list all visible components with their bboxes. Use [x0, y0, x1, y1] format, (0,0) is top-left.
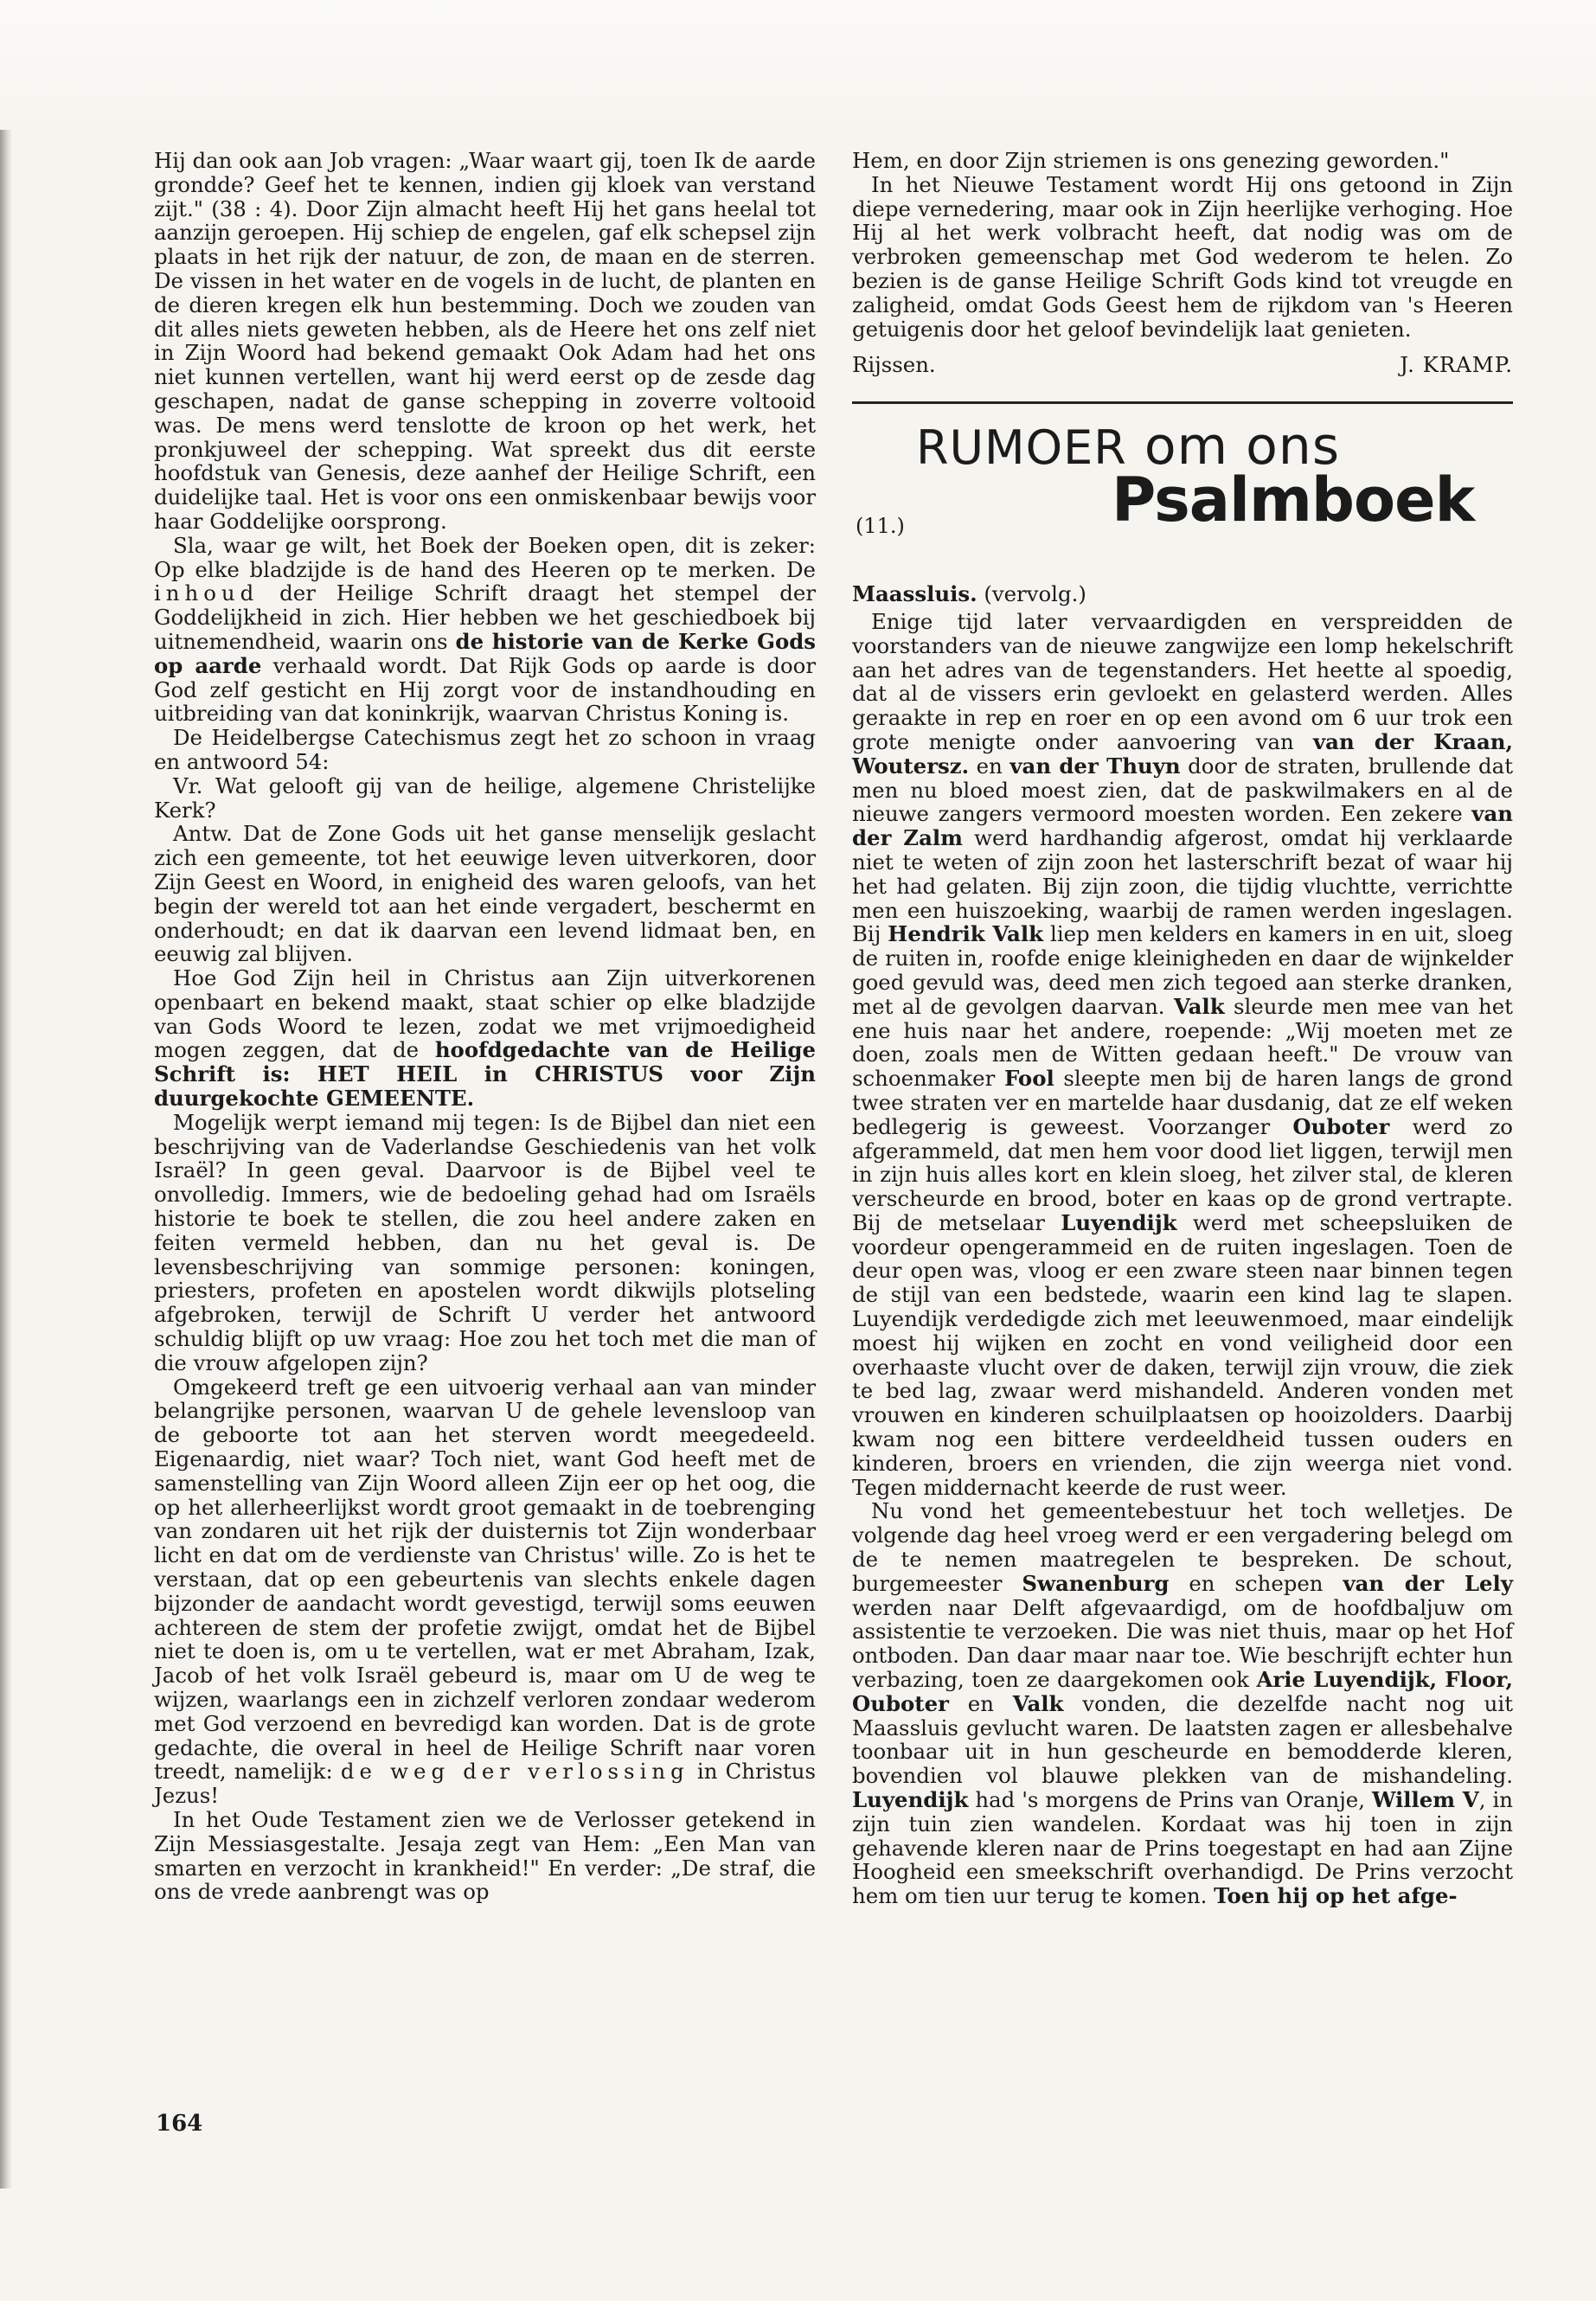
section-divider	[852, 401, 1513, 404]
paragraph	[154, 149, 816, 534]
bold-text: Luyendijk	[852, 1787, 969, 1813]
signature-author: J. KRAMP.	[1400, 352, 1513, 378]
bold-text: hoofdgedachte van de Heilige Schrift is: HET HEIL in CHRISTUS voor Zijn duurgekochte GEMEENTE.	[154, 1037, 816, 1112]
paragraph	[852, 1499, 1513, 1908]
text-run: had 's morgens de Prins van Oranje,	[968, 1787, 1372, 1813]
page-number: 164	[156, 2111, 203, 2137]
bold-text: Fool	[1003, 1066, 1054, 1092]
text-run: De Heidelbergse Catechismus zegt het zo schoon in vraag en antwoord 54:	[154, 725, 816, 774]
bold-text: Toen hij op het afge-	[1214, 1883, 1458, 1909]
text-run: Hem, en door Zijn striemen is ons genezing geworden."	[852, 148, 1450, 173]
paragraph	[154, 774, 816, 823]
bold-text: de historie van de Kerke Gods op aarde	[154, 628, 816, 678]
heading-words-om-ons: om ons	[1126, 416, 1341, 478]
text-run: Hij dan ook aan Job vragen: „Waar waart gij, toen Ik de aarde grondde? Geef het te kennen, indien gij kloek van verstand zijt." (38 : 4). Door Zijn almacht heeft Hij het gans heelal tot aanzijn geroepen. Hij schiep de engelen, gaf elk schepsel zijn plaats in het rijk der natuur, de zon, de maan en de sterren. De vissen in het water en de vogels in de lucht, de planten en de dieren kregen elk hun bestemming. Doch we zouden van dit alles niets geweten hebben, als de Heere het ons zelf niet in Zijn Woord had bekend gemaakt Ook Adam had het ons niet kunnen vertellen, want hij werd eerst op de zesde dag geschapen, nadat de ganse schepping in zoverre voltooid was. De mens werd tenslotte de kroon op het werk, het pronkjuweel der schepping. Wat spreekt dus dit eerste hoofdstuk van Genesis, deze aanhef der Heilige Schrift, een duidelijke taal. Het is voor ons een onmiskenbaar bewijs voor haar Goddelijke oorsprong.	[154, 148, 816, 534]
bold-text: van der Lely	[1343, 1570, 1513, 1596]
signature-line	[852, 353, 1513, 377]
text-run: Enige tijd later vervaardigden en verspreidden de voorstanders van de nieuwe zangwijze een lomp hekelschrift aan het adres van de tegenstanders. Het heette al spoedig, dat al de vissers erin gevloekt en gelasterd werden. Alles geraakte in rep en roer en op een avond om 6 uur trok een grote menigte onder aanvoering van	[852, 608, 1513, 754]
paragraph	[154, 726, 816, 774]
bold-text: Luyendijk	[1061, 1209, 1177, 1235]
text-run: Mogelijk werpt iemand mij tegen: Is de Bijbel dan niet een beschrijving van de Vaderlandse Geschiedenis van het volk Israël? In geen geval. Daarvoor is de Bijbel veel te onvolledig. Immers, wie de bedoeling gehad had om Israëls historie te boek te stellen, die zou heel andere zaken en feiten vermeld hebben, dan nu het geval is. De levensbeschrijving van sommige personen: koningen, priesters, profeten en apostelen wordt dikwijls plotseling afgebroken, terwijl de Schrift U verder het antwoord schuldig blijft op uw vraag: Hoe zou het toch met die man of die vrouw afgelopen zijn?	[154, 1109, 816, 1375]
text-run: liep men kelders en kamers in en uit, sloeg de ruiten in, roofde enige kleinigheden en daar de wijnkelder goed gevuld was, deed men zich tegoed aan sterke dranken, met al de gevolgen daarvan.	[852, 921, 1514, 1019]
text-run: verhaald wordt. Dat Rijk Gods op aarde is door God zelf gesticht en Hij zorgt voor de instandhouding en uitbreiding van dat koninkrijk, waarvan Christus Koning is.	[154, 652, 816, 727]
article-number: (11.)	[856, 514, 905, 539]
article-body	[852, 610, 1513, 1908]
paragraph	[852, 610, 1513, 1499]
text-run: en	[969, 753, 1010, 779]
heading-word-rumoer: RUMOER	[916, 420, 1127, 476]
paragraph	[154, 1375, 816, 1808]
text-run: werd zo afgerammeld, dat men hem voor dood liet liggen, terwijl men in zijn huis alles kort en klein sloeg, het zilver stal, de kleren verscheurde en brood, boter en kaas op de grond vertrapte. Bij de metselaar	[852, 1113, 1513, 1235]
bold-text: Ouboter	[1292, 1113, 1390, 1139]
text-run: sleepte men bij de haren langs de grond twee straten ver en martelde haar dusdanig, dat ze elf weken bedlegerig is geweest. Voorzanger	[852, 1066, 1513, 1139]
text-run: In het Oude Testament zien we de Verlosser getekend in Zijn Messiasgestalte. Jesaja zegt van Hem: „Een Man van smarten en verzocht in krankheid!" En verder: „De straf, die ons de vrede aanbrengt was op	[154, 1806, 816, 1905]
bold-text: van der Zalm	[852, 801, 1513, 851]
bold-text: Swanenburg	[1022, 1570, 1170, 1596]
paragraph	[852, 149, 1513, 173]
paragraph	[154, 1111, 816, 1375]
text-run: Sla, waar ge wilt, het Boek der Boeken open, dit is zeker: Op elke bladzijde is de hand des Heeren op te merken. De	[154, 532, 816, 582]
text-run: Antw. Dat de Zone Gods uit het ganse menselijk geslacht zich een gemeente, tot het eeuwige leven uitverkoren, door Zijn Geest en Woord, in enigheid des waren geloofs, van het begin der wereld tot aan het einde vergadert, beschermt en onderhoudt; en dat ik daarvan een levend lidmaat ben, en eeuwig zal blijven.	[154, 821, 816, 967]
heading-line-1	[916, 416, 1341, 478]
bold-text: Hendrik Valk	[888, 921, 1044, 947]
paragraph	[154, 966, 816, 1111]
text-run: werden naar Delft afgevaardigd, om de hoofdbaljuw om assistentie te verzoeken. Die was niet thuis, maar op het Hof ontboden. Dan daar maar naar toe. Wie beschrijft echter hun verbazing, toen ze daargekomen ook	[852, 1594, 1513, 1693]
bold-text: Valk	[1012, 1690, 1064, 1716]
text-run: Nu vond het gemeentebestuur het toch welletjes. De volgende dag heel vroeg werd er een vergadering belegd om de te nemen maatregelen te bespreken. De schout, burgemeester	[852, 1498, 1513, 1596]
bold-text: Valk	[1173, 993, 1225, 1019]
text-run: door de straten, brullende dat men nu bloed moest zien, dat de paskwilmakers en al de nieuwe zangers vermoord moesten worden. Een zekere	[852, 753, 1513, 827]
text-run: in Christus Jezus!	[154, 1759, 816, 1809]
text-run: vonden, die dezelfde nacht nog uit Maassluis gevlucht waren. De laatsten zagen er allesbehalve toonbaar uit in hun gescheurde en bemodderde kleren, bovendien vol blauwe plekken van de mishandeling.	[852, 1690, 1513, 1789]
bold-text: van der Kraan, Woutersz.	[852, 728, 1514, 779]
text-run: Hoe God Zijn heil in Christus aan Zijn uitverkorenen openbaart en bekend maakt, staat schier op elke bladzijde van Gods Woord te lezen, zodat we met vrijmoedigheid mogen zeggen, dat de	[154, 965, 816, 1063]
heading-line-2: Psalmboek	[1112, 465, 1475, 536]
left-column	[154, 149, 816, 1904]
dateline-note: (vervolg.)	[977, 581, 1086, 607]
spaced-emphasis-text: de weg der verlossing	[340, 1759, 689, 1785]
text-run: werd met scheepsluiken de voordeur opengerammeid en de ruiten ingeslagen. Toen de deur open was, vloog er een zware steen naar binnen tegen de stijl van een bedstede, waarin een kind lag te slapen. Luyendijk verdedigde zich met leeuwenmoed, maar eindelijk moest hij wijken en zocht en vond veiligheid door een overhaaste vlucht over de daken, terwijl zijn vrouw, die ziek te bed lag, zwaar werd mishandeld. Anderen vonden met vrouwen en kinderen schuilplaatsen op hooizolders. Daarbij kwam nog een bittere verdeeldheid tussen ouders en kinderen, broers en vrienden, die zijn weerga niet vond. Tegen middernacht keerde de rust weer.	[852, 1209, 1513, 1500]
text-run: In het Nieuwe Testament wordt Hij ons getoond in Zijn diepe vernedering, maar ook in Zijn heerlijke verhoging. Hoe Hij al het werk volbracht heeft, dat nodig was om de verbroken gemeenschap met God wederom te helen. Zo bezien is de ganse Heilige Schrift Gods kind tot vreugde en zaligheid, omdat Gods Geest hem de rijkdom van 's Heeren getuigenis door het geloof bevindelijk laat genieten.	[852, 171, 1513, 342]
bold-text: Arie Luyendijk, Floor, Ouboter	[852, 1667, 1513, 1716]
dateline	[852, 582, 1513, 606]
spaced-emphasis-text: inhoud	[154, 580, 260, 606]
text-run: Vr. Wat gelooft gij van de heilige, algemene Christelijke Kerk?	[154, 772, 816, 823]
paragraph	[852, 173, 1513, 342]
bold-text: van der Thuyn	[1010, 753, 1181, 779]
text-run: der Heilige Schrift draagt het stempel der Goddelijkheid in zich. Hier hebben we het geschiedboek bij uitnemendheid, waarin ons	[154, 580, 816, 654]
previous-article-ending	[852, 149, 1513, 341]
bold-text: Willem V	[1371, 1787, 1479, 1813]
dateline-place: Maassluis.	[852, 581, 977, 607]
text-run: werd hardhandig afgerost, omdat hij verklaarde niet te weten of zijn zoon het lasterschrift bezat of waar hij het had gelaten. Bij zijn zoon, die tijdig vluchtte, verrichtte men een huiszoeking, waarbij de ramen werden ingeslagen. Bij	[852, 825, 1513, 947]
text-run: Omgekeerd treft ge een uitvoerig verhaal aan van minder belangrijke personen, waarvan U de gehele levensloop van de geboorte tot aan het sterven wordt meegedeeld. Eigenaardig, niet waar? Toch niet, want God heeft met de samenstelling van Zijn Woord alleen Zijn eer op het oog, die op het allerheerlijkst wordt groot gemaakt in de toebrenging van zondaren uit het rijk der duisternis tot Zijn wonderbaar licht en dat om de verdienste van Christus' wille. Zo is het te verstaan, dat op een gebeurtenis van slechts enkele dagen bijzonder de aandacht wordt gevestigd, terwijl soms eeuwen achtereen de stem der profetie zwijgt, omdat het de Bijbel niet te doen is, om u te vertellen, wat er met Abraham, Izak, Jacob of het volk Israël gebeurd is, maar om U de weg te wijzen, waarlangs een in zichzelf verloren zondaar wederom met God verzoend en bevredigd kan worden. Dat is de grote gedachte, die overal in heel de Heilige Schrift naar voren treedt, namelijk:	[154, 1374, 816, 1785]
right-column	[852, 149, 1513, 1908]
paragraph	[154, 1808, 816, 1904]
text-run: sleurde men mee van het ene huis naar het andere, roepende: „Wij moeten met ze doen, zoals men de Witten gedaan heeft." De vrouw van schoenmaker	[852, 993, 1513, 1092]
text-run: en schepen	[1169, 1570, 1343, 1596]
text-run: , in zijn tuin zien wandelen. Kordaat was hij toen in zijn gehavende kleren naar de Prins toegestapt en had aan Zijne Hoogheid een smeekschrift overhandigd. De Prins verzocht hem om tien uur terug te komen.	[852, 1787, 1513, 1909]
signature-place: Rijssen.	[852, 352, 936, 378]
article-heading	[852, 418, 1513, 582]
paragraph	[154, 534, 816, 726]
paragraph	[154, 822, 816, 966]
text-run: en	[948, 1690, 1013, 1716]
